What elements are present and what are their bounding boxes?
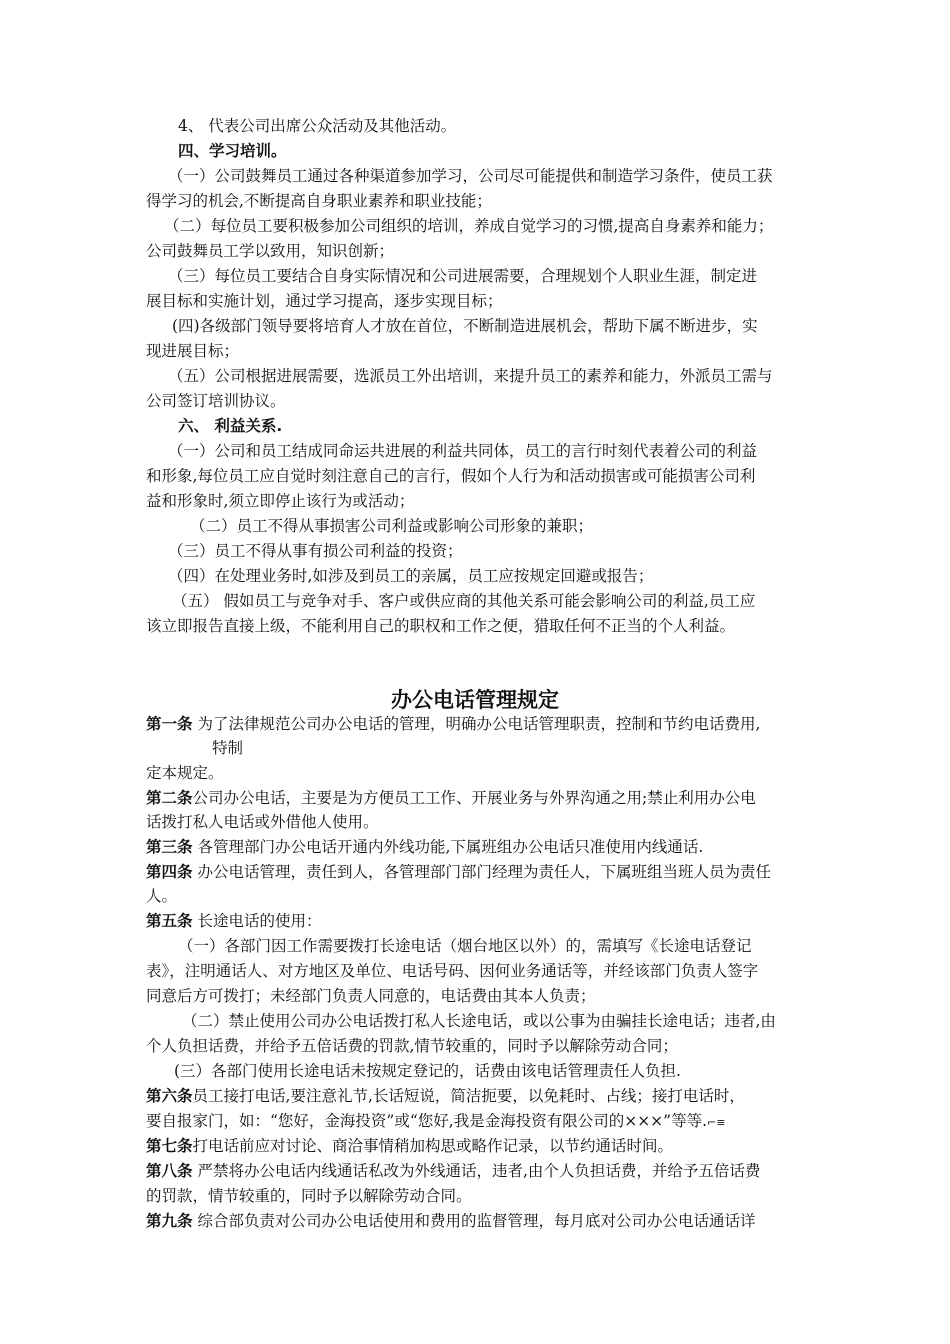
paragraph-line: （三）每位员工要结合自身实际情况和公司进展需要，合理规划个人职业生涯，制定进 <box>168 267 758 285</box>
article-4-line: 人。 <box>146 887 178 905</box>
article-4-line <box>146 862 771 882</box>
paragraph-line: 个人负担话费，并给予五倍话费的罚款,情节较重的，同时予以解除劳动合同； <box>146 1037 678 1055</box>
paragraph-line: （一）公司和员工结成同命运共进展的利益共同体，员工的言行时刻代表着公司的利益 <box>168 442 758 460</box>
paragraph-line: 展目标和实施计划，通过学习提高，逐步实现目标； <box>146 292 503 310</box>
article-text: 办公电话管理，责任到人，各管理部门部门经理为责任人，下属班组当班人员为责任 <box>192 863 771 881</box>
article-1-line: 特制 <box>212 739 244 757</box>
paragraph-line: （一）各部门因工作需要拨打长途电话（烟台地区以外）的，需填写《长途电话登记 <box>178 937 752 955</box>
article-6-line <box>146 1086 745 1106</box>
paragraph-line: （二）每位员工要积极参加公司组织的培训，养成自觉学习的习惯,提高自身素养和能力； <box>164 217 774 235</box>
article-label: 第四条 <box>146 863 193 881</box>
article-2-line: 话拨打私人电话或外借他人使用。 <box>146 813 379 831</box>
article-label: 第三条 <box>146 838 193 856</box>
paragraph-line: （二）员工不得从事损害公司利益或影响公司形象的兼职； <box>190 517 594 535</box>
article-9-line <box>146 1211 755 1231</box>
paragraph-line: (三）各部门使用长途电话未按规定登记的，话费由该电话管理责任人负担. <box>174 1062 681 1080</box>
article-7-line <box>146 1136 673 1156</box>
article-label: 第六条 <box>146 1087 193 1105</box>
article-label: 第七条 <box>146 1137 193 1155</box>
article-text: 为了法律规范公司办公电话的管理，明确办公电话管理职责，控制和节约电话费用, <box>192 715 761 733</box>
article-label: 第五条 <box>146 912 193 930</box>
article-text: 要自报家门，如：“您好，金海投资”或“您好,我是金海投资有限公司的×××”等等. <box>146 1112 708 1130</box>
heading-interest-relations: 六、 利益关系. <box>178 417 283 435</box>
paragraph-line: 同意后方可拨打；未经部门负责人同意的，电话费由其本人负责； <box>146 987 596 1005</box>
paragraph-line: （一）公司鼓舞员工通过各种渠道参加学习，公司尽可能提供和制造学习条件，使员工获 <box>168 167 773 185</box>
heading-learning-training: 四、学习培训。 <box>178 142 287 160</box>
article-text: 严禁将办公电话内线通话私改为外线通话，违者,由个人负担话费，并给予五倍话费 <box>192 1162 761 1180</box>
article-label: 第一条 <box>146 715 193 733</box>
article-text: 公司办公电话，主要是为方便员工工作、开展业务与外界沟通之用;禁止利用办公电 <box>192 789 756 807</box>
paragraph-line: 现进展目标； <box>146 342 240 360</box>
paragraph-line: （五） 假如员工与竞争对手、客户或供应商的其他关系可能会影响公司的利益,员工应 <box>172 592 756 610</box>
paragraph-mark: ⌐≡ <box>707 1116 726 1129</box>
paragraph-line: 公司签订培训协议。 <box>146 392 286 410</box>
article-3-line <box>146 837 703 857</box>
paragraph-line: (四)各级部门领导要将培育人才放在首位，不断制造进展机会，帮助下属不断进步，实 <box>172 317 758 335</box>
paragraph-line: 公司鼓舞员工学以致用，知识创新； <box>146 242 395 260</box>
paragraph-line: 该立即报告直接上级，不能利用自己的职权和工作之便，猎取任何不正当的个人利益。 <box>146 617 736 635</box>
article-2-line <box>146 788 756 808</box>
article-text: 打电话前应对讨论、商洽事情稍加构思或略作记录，以节约通话时间。 <box>192 1137 674 1155</box>
regulation-title: 办公电话管理规定 <box>391 688 559 712</box>
item-4-line: 4、 代表公司出席公众活动及其他活动。 <box>178 117 457 135</box>
article-label: 第二条 <box>146 789 193 807</box>
paragraph-line: 表》，注明通话人、对方地区及单位、电话号码、因何业务通话等，并经该部门负责人签字 <box>146 962 759 980</box>
article-text: 各管理部门办公电话开通内外线功能,下属班组办公电话只准使用内线通话. <box>192 838 704 856</box>
article-label: 第八条 <box>146 1162 193 1180</box>
paragraph-line: （四）在处理业务时,如涉及到员工的亲属，员工应按规定回避或报告； <box>168 567 654 585</box>
article-text: 员工接打电话,要注意礼节,长话短说，简洁扼要，以免耗时、占线；接打电话时， <box>192 1087 745 1105</box>
article-1-line: 定本规定。 <box>146 764 224 782</box>
article-1-line <box>146 714 760 734</box>
paragraph-line: （三）员工不得从事有损公司利益的投资； <box>168 542 463 560</box>
article-text: 综合部负责对公司办公电话使用和费用的监督管理，每月底对公司办公电话通话详 <box>192 1212 756 1230</box>
article-6-line <box>146 1111 725 1133</box>
article-label: 第九条 <box>146 1212 193 1230</box>
article-8-line: 的罚款，情节较重的，同时予以解除劳动合同。 <box>146 1187 472 1205</box>
article-text: 长途电话的使用： <box>192 912 322 930</box>
paragraph-line: 和形象,每位员工应自觉时刻注意自己的言行，假如个人行为和活动损害或可能损害公司利 <box>146 467 756 485</box>
paragraph-line: （二）禁止使用公司办公电话拨打私人长途电话，或以公事为由骗挂长途电话；违者,由 <box>182 1012 776 1030</box>
paragraph-line: 益和形象时,须立即停止该行为或活动； <box>146 492 415 510</box>
paragraph-line: （五）公司根据进展需要，选派员工外出培训，来提升员工的素养和能力，外派员工需与 <box>168 367 773 385</box>
paragraph-line: 得学习的机会,不断提高自身职业素养和职业技能； <box>146 192 492 210</box>
article-5-line <box>146 911 321 931</box>
article-8-line <box>146 1161 760 1181</box>
